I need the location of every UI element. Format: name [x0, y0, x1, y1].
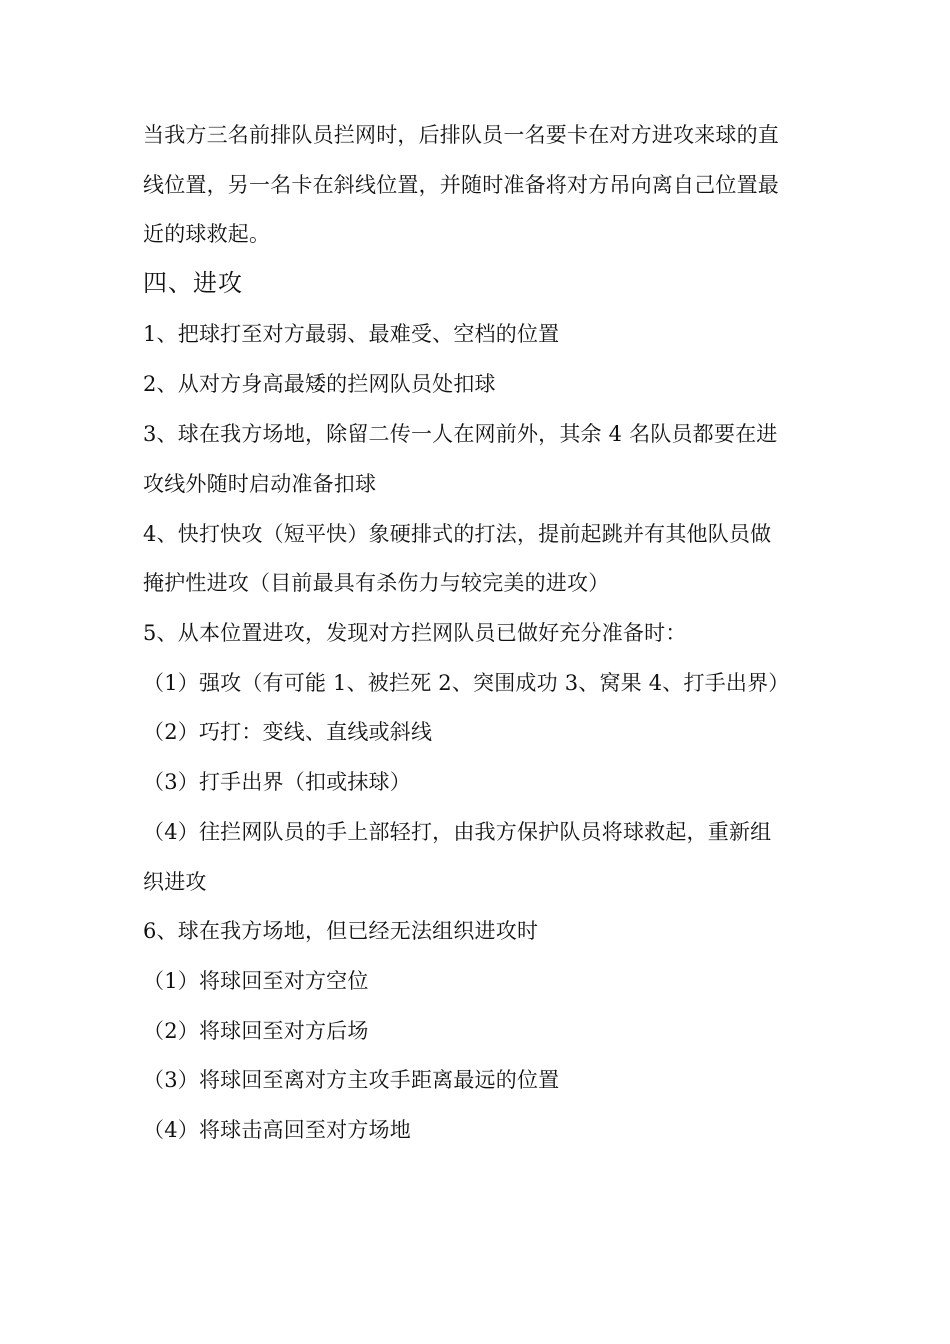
item-5-sub-1: （1）强攻（有可能 1、被拦死 2、突围成功 3、窝果 4、打手出界）: [143, 671, 790, 695]
item-6-sub-4: （4）将球击高回至对方场地: [143, 1118, 411, 1142]
item-3-line-2: 攻线外随时启动准备扣球: [143, 472, 377, 496]
item-5: 5、从本位置进攻，发现对方拦网队员已做好充分准备时：: [143, 621, 687, 645]
item-5-sub-4-line-2: 织进攻: [143, 870, 207, 894]
item-6-sub-1: （1）将球回至对方空位: [143, 969, 369, 993]
item-6-sub-3: （3）将球回至离对方主攻手距离最远的位置: [143, 1068, 560, 1092]
item-6: 6、球在我方场地，但已经无法组织进攻时: [143, 919, 539, 943]
intro-line-2: 线位置，另一名卡在斜线位置，并随时准备将对方吊向离自己位置最: [143, 173, 779, 197]
item-2: 2、从对方身高最矮的拦网队员处扣球: [143, 372, 496, 396]
item-6-sub-2: （2）将球回至对方后场: [143, 1019, 369, 1043]
section-heading: 四、进攻: [143, 269, 243, 297]
intro-line-3: 近的球救起。: [143, 222, 271, 246]
item-5-sub-3: （3）打手出界（扣或抹球）: [143, 770, 411, 794]
item-4-line-2: 掩护性进攻（目前最具有杀伤力与较完美的进攻）: [143, 571, 610, 595]
item-4-line-1: 4、快打快攻（短平快）象硬排式的打法，提前起跳并有其他队员做: [143, 522, 772, 546]
item-5-sub-4-line-1: （4）往拦网队员的手上部轻打，由我方保护队员将球救起，重新组: [143, 820, 772, 844]
item-3-line-1: 3、球在我方场地，除留二传一人在网前外，其余 4 名队员都要在进: [143, 422, 778, 446]
intro-line-1: 当我方三名前排队员拦网时，后排队员一名要卡在对方进攻来球的直: [143, 123, 779, 147]
item-1: 1、把球打至对方最弱、最难受、空档的位置: [143, 322, 560, 346]
item-5-sub-2: （2）巧打：变线、直线或斜线: [143, 720, 433, 744]
